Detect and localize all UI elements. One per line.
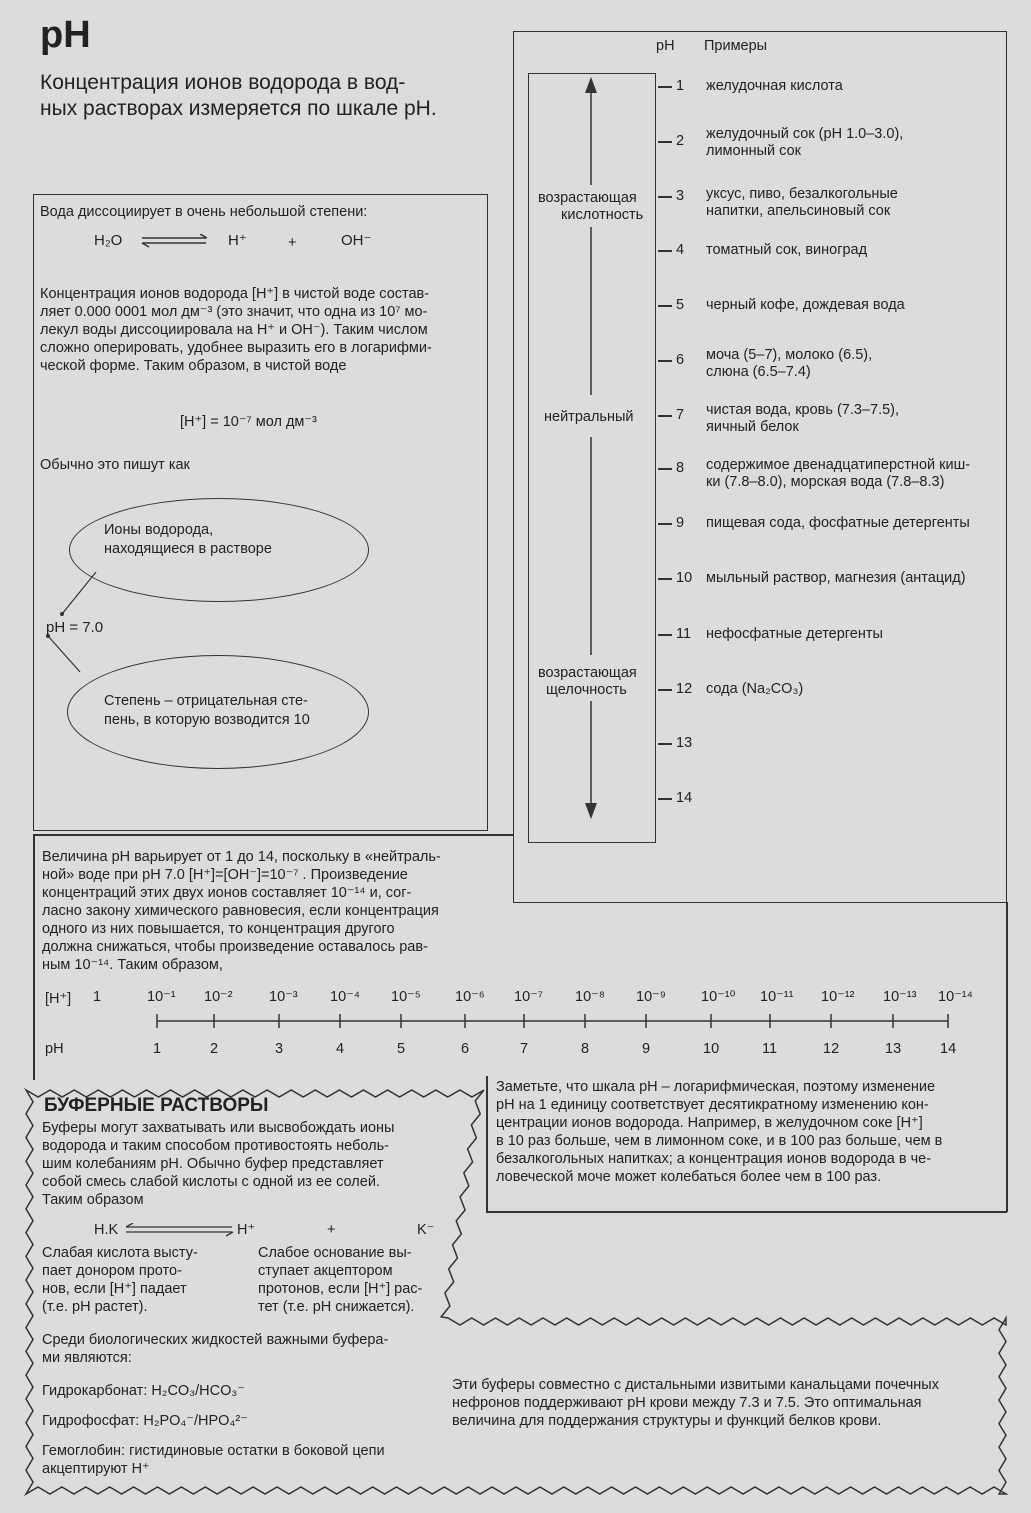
- h-concentration-value: 10⁻⁸: [575, 989, 605, 1005]
- weak-base-note: ступает акцептором: [258, 1263, 393, 1279]
- h-concentration-value: 10⁻⁹: [636, 989, 666, 1005]
- page-title: pH: [40, 14, 91, 56]
- usually-written: Обычно это пишут как: [40, 457, 190, 473]
- scale-example: нефосфатные детергенты: [706, 626, 883, 642]
- scale-number: 11: [676, 626, 692, 642]
- final-note-line: величина для поддержания структуры и функций белков крови.: [452, 1413, 882, 1429]
- h-concentration-value: 10⁻¹⁰: [701, 989, 736, 1005]
- log-note-line: Заметьте, что шкала pH – логарифмическая, поэтому изменение: [496, 1079, 936, 1095]
- scale-example: черный кофе, дождевая вода: [706, 297, 905, 313]
- ph-axis-value: 13: [885, 1041, 902, 1057]
- scale-example: томатный сок, виноград: [706, 242, 868, 258]
- scale-example: напитки, апельсиновый сок: [706, 203, 891, 219]
- ph-axis-value: 8: [581, 1041, 590, 1057]
- water-para-line: Концентрация ионов водорода [H⁺] в чистой воде состав-: [40, 286, 430, 302]
- ph-axis-value: 9: [642, 1041, 651, 1057]
- subtitle-line-1: Концентрация ионов водорода в вод-: [40, 71, 406, 94]
- scale-example: уксус, пиво, безалкогольные: [706, 186, 898, 202]
- scale-example: слюна (6.5–7.4): [706, 364, 811, 380]
- final-note-line: нефронов поддерживают pH крови между 7.3 и 7.5. Это оптимальная: [452, 1395, 922, 1411]
- scale-number: 3: [676, 188, 685, 204]
- buffers-para-line: Таким образом: [42, 1192, 144, 1208]
- label-increasing-alkalinity: щелочность: [546, 682, 627, 698]
- bubble-exponent-line: Степень – отрицательная сте-: [104, 693, 308, 709]
- water-para-line: лекул воды диссоциировала на H⁺ и OH⁻). Таким числом: [40, 322, 428, 338]
- scale-example: содержимое двенадцатиперстной киш-: [706, 457, 971, 473]
- equation-plus: +: [288, 235, 297, 251]
- scale-number: 1: [676, 78, 685, 94]
- scale-number: 7: [676, 407, 685, 423]
- scale-example: желудочный сок (pH 1.0–3.0),: [706, 126, 904, 142]
- scale-number: 8: [676, 460, 685, 476]
- weak-acid-note: пает донором прото-: [42, 1263, 182, 1279]
- buffers-para-line: шим колебаниям pH. Обычно буфер представляет: [42, 1156, 384, 1172]
- buffer-eq-h-plus: H⁺: [237, 1222, 256, 1238]
- water-para-line: ляет 0.000 0001 мол дм⁻³ (это значит, что одна из 10⁷ мо-: [40, 304, 428, 320]
- h-concentration-value: 10⁻¹⁴: [938, 989, 973, 1005]
- weak-acid-note: Слабая кислота высту-: [42, 1245, 198, 1261]
- ph-axis-value: 3: [275, 1041, 284, 1057]
- important-buffers-line: Среди биологических жидкостей важными буфера-: [42, 1332, 389, 1348]
- scale-example: лимонный сок: [706, 143, 801, 159]
- range-para-line: ласно закону химического равновесия, если концентрация: [42, 903, 439, 919]
- weak-base-note: протонов, если [H⁺] рас-: [258, 1281, 423, 1297]
- h-concentration-value: 10⁻⁵: [391, 989, 421, 1005]
- scale-number: 13: [676, 735, 693, 751]
- ph-equation: pH = 7.0: [46, 619, 104, 636]
- buffers-para-line: собой смесь слабой кислоты с одной из ее солей.: [42, 1174, 380, 1190]
- formula-h-concentration: [H⁺] = 10⁻⁷ мол дм⁻³: [180, 414, 317, 430]
- range-para-line: Величина pH варьирует от 1 до 14, поскольку в «нейтраль-: [42, 849, 441, 865]
- label-neutral: нейтральный: [544, 409, 634, 425]
- log-note-line: центрации ионов водорода. Например, в желудочном соке [H⁺]: [496, 1115, 923, 1131]
- important-buffers-line: ми являются:: [42, 1350, 132, 1366]
- h-concentration-value: 10⁻⁷: [514, 989, 544, 1005]
- buffers-para-line: водорода и таким способом противостоять неболь-: [42, 1138, 389, 1154]
- scale-example: пищевая сода, фосфатные детергенты: [706, 515, 970, 531]
- water-para-line: ческой форме. Таким образом, в чистой воде: [40, 358, 347, 374]
- h-concentration-value: 10⁻¹: [147, 989, 176, 1005]
- range-para-line: концентраций этих двух ионов составляет 10⁻¹⁴ и, сог-: [42, 885, 412, 901]
- buffer-eq-plus: +: [327, 1222, 336, 1238]
- weak-acid-note: нов, если [H⁺] падает: [42, 1281, 187, 1297]
- final-note-line: Эти буферы совместно с дистальными извитыми канальцами почечных: [452, 1377, 939, 1393]
- scale-number: 14: [676, 790, 693, 806]
- scale-example: моча (5–7), молоко (6.5),: [706, 347, 873, 363]
- range-para-line: ным 10⁻¹⁴. Таким образом,: [42, 957, 223, 973]
- ph-axis-value: 10: [703, 1041, 720, 1057]
- h-concentration-value: 10⁻¹³: [883, 989, 917, 1005]
- scale-number: 5: [676, 297, 685, 313]
- label-increasing-alkalinity: возрастающая: [538, 665, 637, 681]
- ph-axis-value: 7: [520, 1041, 529, 1057]
- log-note-line: безалкогольных напитках; а концентрация ионов водорода в че-: [496, 1151, 932, 1167]
- buffer-hemoglobin: Гемоглобин: гистидиновые остатки в боковой цепи: [42, 1443, 385, 1459]
- subtitle-line-2: ных растворах измеряется по шкале pH.: [40, 97, 437, 120]
- buffer-hemoglobin: акцептируют H⁺: [42, 1461, 150, 1477]
- water-intro: Вода диссоциирует в очень небольшой степени:: [40, 204, 368, 220]
- buffer-bicarbonate: Гидрокарбонат: H₂CO₃/HCO₃⁻: [42, 1383, 245, 1399]
- equation-h-plus: H⁺: [228, 232, 247, 249]
- ph-axis-value: 12: [823, 1041, 840, 1057]
- ph-axis-value: 11: [762, 1041, 778, 1057]
- weak-base-note: тет (т.е. pH снижается).: [258, 1299, 415, 1315]
- water-para-line: сложно оперировать, удобнее выразить его в логарифми-: [40, 340, 432, 356]
- h-concentration-value: 1: [93, 989, 102, 1005]
- h-concentration-label: [H⁺]: [45, 991, 72, 1007]
- scale-example: яичный белок: [706, 419, 799, 435]
- ph-axis-value: 6: [461, 1041, 470, 1057]
- scale-number: 4: [676, 242, 685, 258]
- ph-axis-value: 4: [336, 1041, 345, 1057]
- log-note-line: pH на 1 единицу соответствует десятикратному изменению кон-: [496, 1097, 929, 1113]
- range-para-line: должна снижаться, чтобы произведение оставалось рав-: [42, 939, 428, 955]
- scale-number: 9: [676, 515, 685, 531]
- ph-axis-value: 14: [940, 1041, 957, 1057]
- scale-example: мыльный раствор, магнезия (антацид): [706, 570, 966, 586]
- h-concentration-value: 10⁻¹²: [821, 989, 855, 1005]
- h-concentration-value: 10⁻⁴: [330, 989, 361, 1005]
- h-concentration-value: 10⁻³: [269, 989, 298, 1005]
- buffers-para-line: Буферы могут захватывать или высвобождать ионы: [42, 1120, 395, 1136]
- bubble-exponent-line: пень, в которую возводится 10: [104, 712, 310, 728]
- weak-base-note: Слабое основание вы-: [258, 1245, 412, 1261]
- column-header-ph: pH: [656, 38, 675, 54]
- bubble-ions-line: Ионы водорода,: [104, 522, 214, 538]
- buffers-title: БУФЕРНЫЕ РАСТВОРЫ: [44, 1095, 269, 1116]
- buffer-eq-hk: H.K: [94, 1222, 119, 1238]
- label-increasing-acidity: возрастающая: [538, 190, 637, 206]
- ph-axis-value: 5: [397, 1041, 406, 1057]
- scale-example: ки (7.8–8.0), морская вода (7.8–8.3): [706, 474, 945, 490]
- scale-number: 10: [676, 570, 693, 586]
- h-concentration-value: 10⁻²: [204, 989, 233, 1005]
- log-note-line: в 10 раз больше, чем в лимонном соке, и в 100 раз больше, чем в: [496, 1133, 943, 1149]
- buffer-eq-k-minus: K⁻: [417, 1222, 435, 1238]
- label-increasing-acidity: кислотность: [561, 207, 644, 223]
- scale-example: сода (Na₂CO₃): [706, 681, 804, 697]
- scale-number: 12: [676, 681, 693, 697]
- h-concentration-value: 10⁻⁶: [455, 989, 485, 1005]
- weak-acid-note: (т.е. pH растет).: [42, 1299, 148, 1315]
- equation-h2o: H₂O: [94, 232, 123, 249]
- ph-axis-value: 1: [153, 1041, 162, 1057]
- column-header-examples: Примеры: [704, 38, 768, 54]
- buffer-equilibrium-arrow-icon: [124, 1223, 236, 1237]
- bubble-ions-line: находящиеся в растворе: [104, 541, 272, 557]
- range-para-line: одного из них повышается, то концентрация другого: [42, 921, 395, 937]
- scale-example: чистая вода, кровь (7.3–7.5),: [706, 402, 900, 418]
- scale-number: 6: [676, 352, 685, 368]
- log-note-line: ловеческой моче может колебаться более чем в 100 раз.: [496, 1169, 882, 1185]
- ph-axis-label: pH: [45, 1041, 64, 1057]
- scale-example: желудочная кислота: [706, 78, 843, 94]
- range-para-line: ной» воде при pH 7.0 [H⁺]=[OH⁻]=10⁻⁷ . Произведение: [42, 867, 408, 883]
- h-concentration-value: 10⁻¹¹: [760, 989, 794, 1005]
- equation-oh-minus: OH⁻: [341, 232, 372, 249]
- scale-number: 2: [676, 133, 685, 149]
- ph-axis-value: 2: [210, 1041, 219, 1057]
- buffer-phosphate: Гидрофосфат: H₂PO₄⁻/HPO₄²⁻: [42, 1413, 248, 1429]
